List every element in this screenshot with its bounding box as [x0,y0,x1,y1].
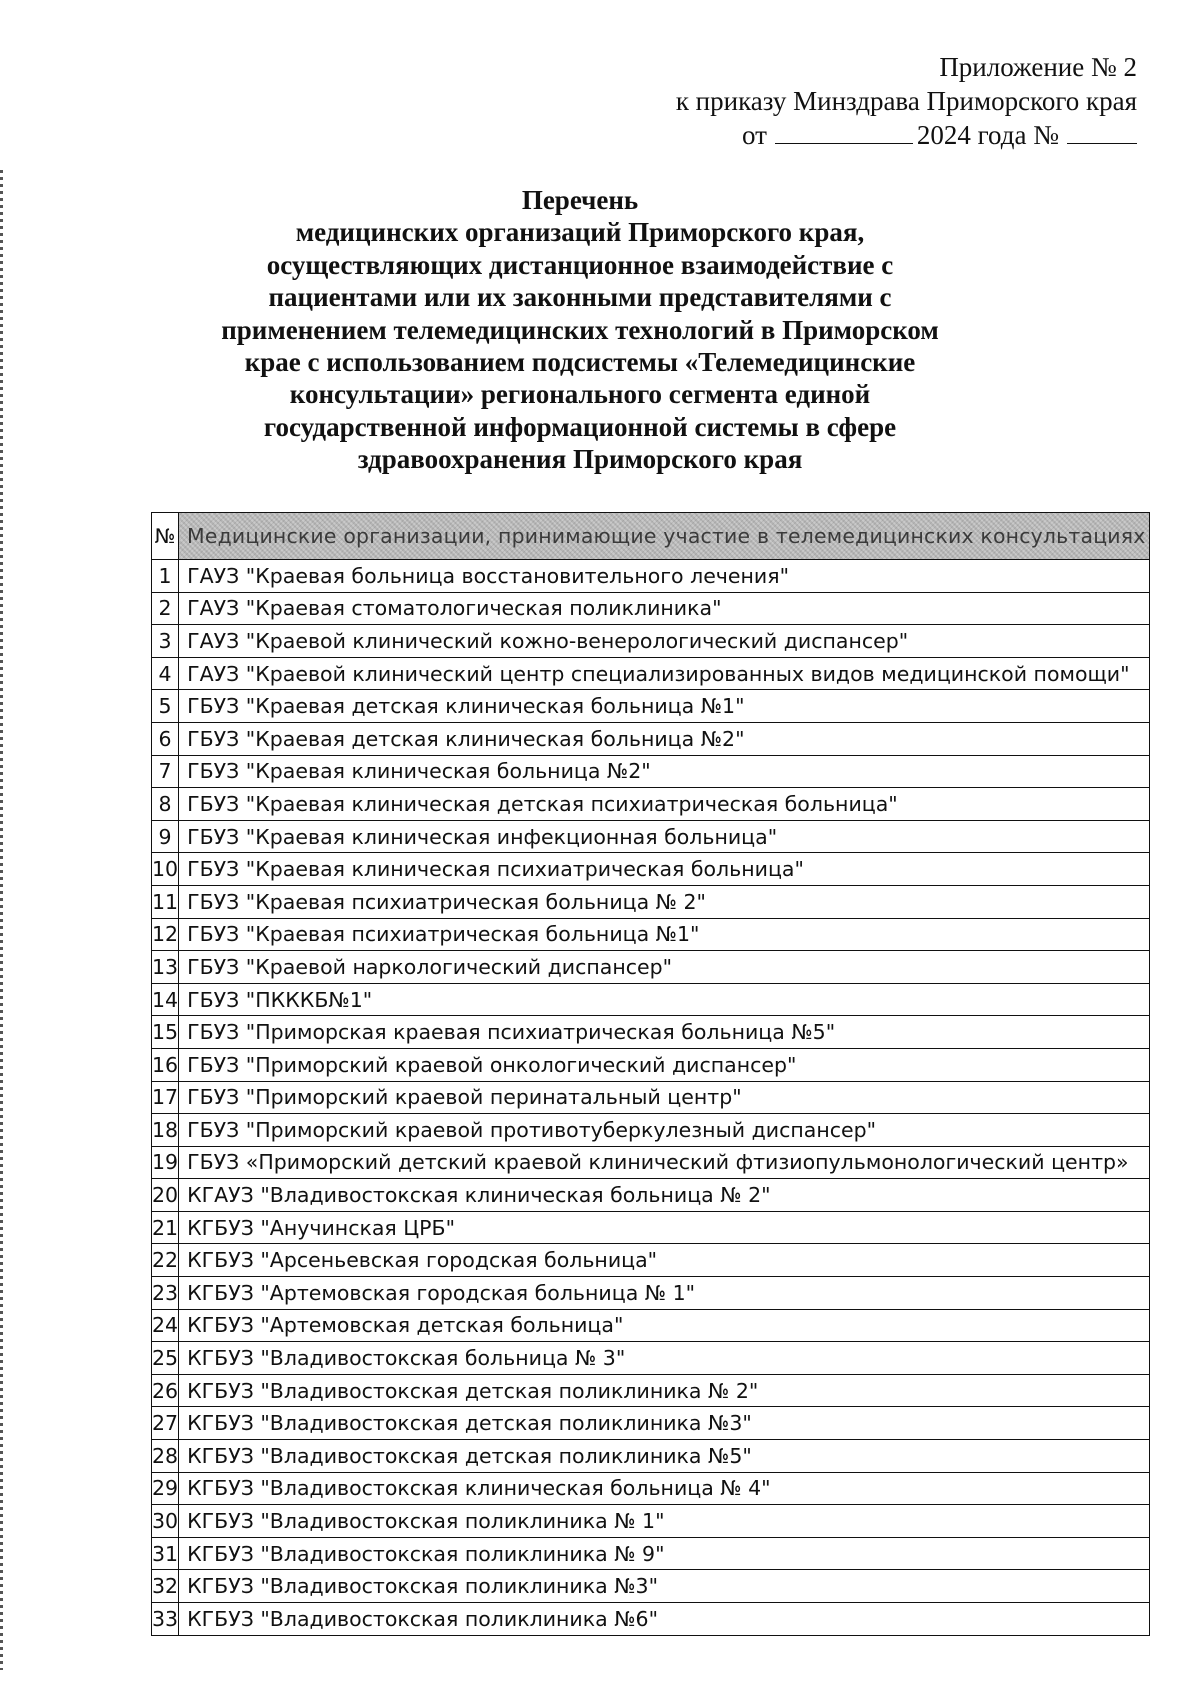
organization-name [179,1505,1150,1538]
table-body [152,560,1150,1636]
row-number: 25 [152,1342,179,1375]
row-number: 24 [152,1309,179,1342]
organization-name [179,722,1150,755]
row-number: 32 [152,1570,179,1603]
row-number: 26 [152,1374,179,1407]
table-row [152,1570,1150,1603]
organization-name [179,918,1150,951]
table-row [152,560,1150,593]
table-row [152,1179,1150,1212]
organization-name-text: ГАУЗ "Краевой клинический центр специализированных видов медицинской помощи" [187,661,1130,686]
column-header-organizations-text: Медицинские организации, принимающие участие в телемедицинских консультациях [187,524,1146,548]
organization-name-text: ГБУЗ "Краевая психиатрическая больница № 2" [187,889,706,914]
table-row [152,1440,1150,1473]
organization-name-text: КГБУЗ "Владивостокская клиническая больница № 4" [187,1476,771,1501]
table-row [152,951,1150,984]
row-number: 18 [152,1114,179,1147]
table-row [152,1146,1150,1179]
organization-name [179,625,1150,658]
organization-name [179,1537,1150,1570]
row-number: 2 [152,592,179,625]
row-number: 27 [152,1407,179,1440]
title-line: применением телемедицинских технологий в Приморском [221,314,939,345]
row-number: 3 [152,625,179,658]
title-line: Перечень [521,185,639,215]
title-line: медицинских организаций Приморского края, [295,217,865,248]
organization-name-text: КГБУЗ "Владивостокская поликлиника № 9" [187,1541,665,1566]
organization-name [179,657,1150,690]
table-row [152,1472,1150,1505]
organization-name-text: ГБУЗ "Краевая детская клиническая больница №1" [187,694,745,719]
organization-name-text: КГБУЗ "Арсеньевская городская больница" [187,1248,658,1273]
organization-name [179,560,1150,593]
organization-name-text: ГБУЗ "Краевой наркологический диспансер" [187,954,673,979]
organization-name [179,788,1150,821]
organization-name-text: ГБУЗ "Краевая клиническая больница №2" [187,759,651,784]
table-row [152,1211,1150,1244]
organization-name-text: КГБУЗ "Владивостокская поликлиника №3" [187,1574,659,1599]
row-number: 28 [152,1440,179,1473]
organization-name-text: ГБУЗ «Приморский детский краевой клинический фтизиопульмонологический центр» [187,1150,1129,1175]
organization-name-text: ГБУЗ "Краевая клиническая инфекционная больница" [187,824,778,849]
table-row [152,1081,1150,1114]
organization-name-text: КГБУЗ "Владивостокская детская поликлиника № 2" [187,1378,759,1403]
row-number: 6 [152,722,179,755]
row-number: 5 [152,690,179,723]
organization-name-text: ГБУЗ "Приморский краевой противотуберкулезный диспансер" [187,1117,877,1142]
row-number: 20 [152,1179,179,1212]
title-line: крае с использованием подсистемы «Телемедицинские [244,347,916,378]
organization-name-text: КГАУЗ "Владивостокская клиническая больница № 2" [187,1183,771,1208]
row-number: 7 [152,755,179,788]
table-row [152,1342,1150,1375]
row-number: 15 [152,1016,179,1049]
row-number: 21 [152,1211,179,1244]
order-date-line [676,118,1137,152]
organization-name [179,951,1150,984]
table-row [152,918,1150,951]
row-number: 31 [152,1537,179,1570]
row-number: 23 [152,1277,179,1310]
organization-name-text: ГБУЗ "Краевая психиатрическая больница №1" [187,922,700,947]
appendix-header [676,50,1137,152]
organization-name [179,1342,1150,1375]
organization-name-text: ГБУЗ "Приморская краевая психиатрическая больница №5" [187,1020,836,1045]
organization-name [179,1179,1150,1212]
organization-name [179,853,1150,886]
row-number: 30 [152,1505,179,1538]
organization-name-text: ГАУЗ "Краевая больница восстановительного лечения" [187,563,790,588]
row-number: 16 [152,1048,179,1081]
table-row [152,1374,1150,1407]
row-number: 14 [152,983,179,1016]
table-row [152,1505,1150,1538]
row-number: 19 [152,1146,179,1179]
order-number-blank-field [1067,121,1137,144]
table-row [152,885,1150,918]
organization-name [179,1309,1150,1342]
organization-name-text: КГБУЗ "Владивостокская больница № 3" [187,1346,626,1371]
title-line: государственной информационной системы в сфере [263,411,897,442]
title-line: пациентами или их законными представителями с [268,282,892,313]
table-row [152,853,1150,886]
organization-name [179,885,1150,918]
document-title [140,184,1020,476]
table-row [152,788,1150,821]
title-line: осуществляющих дистанционное взаимодействие с [266,249,894,280]
table-row [152,625,1150,658]
table-row [152,1244,1150,1277]
column-header-organizations [179,513,1150,560]
organization-name [179,1277,1150,1310]
title-line: консультации» регионального сегмента единой [289,379,871,410]
organization-name-text: КГБУЗ "Артемовская детская больница" [187,1313,624,1338]
organization-name-text: КГБУЗ "Анучинская ЦРБ" [187,1215,456,1240]
table-row [152,1277,1150,1310]
organization-name [179,820,1150,853]
table-row [152,983,1150,1016]
organization-name-text: КГБУЗ "Владивостокская детская поликлиника №3" [187,1411,752,1436]
date-blank-field [775,121,913,144]
title-line: здравоохранения Приморского края [357,444,803,475]
organization-name [179,1016,1150,1049]
row-number: 29 [152,1472,179,1505]
organization-name-text: КГБУЗ "Владивостокская поликлиника № 1" [187,1509,665,1534]
organization-name [179,1603,1150,1636]
row-number: 8 [152,788,179,821]
scan-edge-artifact [0,170,3,1670]
organization-name-text: ГАУЗ "Краевой клинический кожно-венерологический диспансер" [187,628,909,653]
table-row [152,690,1150,723]
table-header-row [152,513,1150,560]
organization-name [179,755,1150,788]
organization-name-text: ГБУЗ "Краевая клиническая детская психиатрическая больница" [187,791,898,816]
organization-name [179,1407,1150,1440]
organization-name-text: ГБУЗ "ПКККБ№1" [187,987,373,1012]
table-row [152,1016,1150,1049]
organization-name [179,1374,1150,1407]
table-row [152,1114,1150,1147]
organization-name-text: ГБУЗ "Приморский краевой онкологический диспансер" [187,1052,797,1077]
table-row [152,755,1150,788]
row-number: 10 [152,853,179,886]
organization-name [179,1244,1150,1277]
row-number: 4 [152,657,179,690]
table-row [152,657,1150,690]
row-number: 12 [152,918,179,951]
organization-name [179,1440,1150,1473]
table-row [152,1603,1150,1636]
organization-name [179,1472,1150,1505]
organization-name-text: ГБУЗ "Краевая детская клиническая больница №2" [187,726,745,751]
organizations-table [151,512,1150,1636]
row-number: 33 [152,1603,179,1636]
organization-name [179,1146,1150,1179]
order-reference: к приказу Минздрава Приморского края [675,86,1137,116]
organization-name-text: ГАУЗ "Краевая стоматологическая поликлиника" [187,596,722,621]
table-row [152,1407,1150,1440]
row-number: 11 [152,885,179,918]
organization-name [179,1081,1150,1114]
date-prefix: от [741,120,767,150]
organization-name [179,690,1150,723]
row-number: 13 [152,951,179,984]
organization-name [179,1114,1150,1147]
organization-name [179,1570,1150,1603]
organization-name [179,983,1150,1016]
appendix-number: Приложение № 2 [939,52,1137,82]
table-row [152,1537,1150,1570]
year-text: 2024 года № [916,120,1059,150]
row-number: 9 [152,820,179,853]
table-row [152,1309,1150,1342]
organization-name-text: КГБУЗ "Владивостокская детская поликлиника №5" [187,1443,752,1468]
organization-name [179,1211,1150,1244]
row-number: 22 [152,1244,179,1277]
organization-name-text: КГБУЗ "Владивостокская поликлиника №6" [187,1606,659,1631]
organization-name [179,592,1150,625]
row-number: 1 [152,560,179,593]
table-row [152,722,1150,755]
organization-name [179,1048,1150,1081]
row-number: 17 [152,1081,179,1114]
table-row [152,592,1150,625]
organization-name-text: КГБУЗ "Артемовская городская больница № 1" [187,1280,696,1305]
organization-name-text: ГБУЗ "Краевая клиническая психиатрическая больница" [187,857,804,882]
table-row [152,1048,1150,1081]
table-row [152,820,1150,853]
organization-name-text: ГБУЗ "Приморский краевой перинатальный центр" [187,1085,742,1110]
column-header-number: № [152,513,179,560]
